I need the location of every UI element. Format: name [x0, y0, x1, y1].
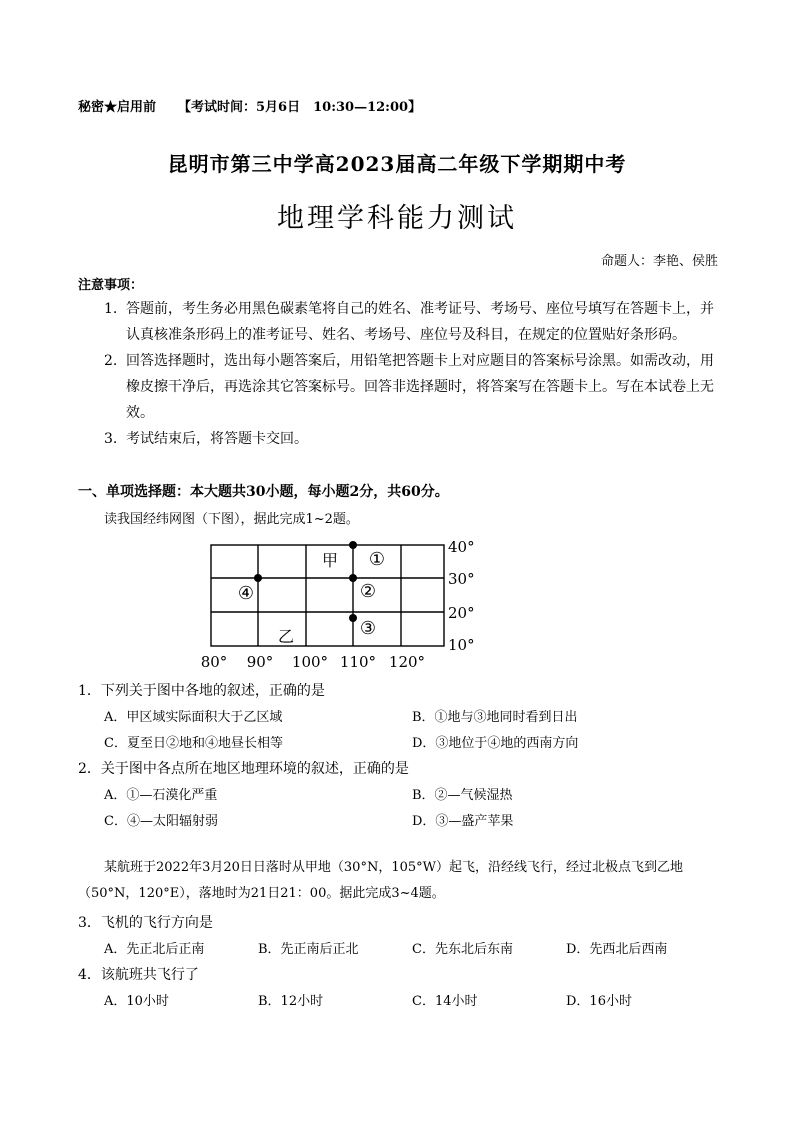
q1-option-c[interactable]: C．夏至日②地和④地昼长相等 — [104, 736, 283, 751]
point-dot — [349, 574, 357, 582]
flight-passage: 某航班于2022年3月20日日落时从甲地（30°N，105°W）起飞，沿经线飞行，经过北极点飞到乙地（50°N，120°E），落地时为21日21：00。据此完成3~4题。 — [78, 860, 683, 901]
question-1-stem: 1．下列关于图中各地的叙述，正确的是 — [78, 683, 325, 699]
lat-label: 20° — [448, 604, 475, 622]
q2-option-d[interactable]: D．③—盛产苹果 — [412, 814, 514, 829]
q2-option-b[interactable]: B．②—气候湿热 — [412, 788, 513, 803]
q4-option-a[interactable]: A．10小时 — [104, 994, 169, 1009]
secret-label: 秘密★启用前 — [78, 100, 157, 115]
q1-option-b[interactable]: B．①地与③地同时看到日出 — [412, 710, 578, 725]
q2-option-a[interactable]: A．①—石漠化严重 — [104, 788, 218, 803]
lat-label: 30° — [448, 570, 475, 588]
marker-1: ① — [368, 549, 386, 570]
point-dot — [254, 574, 262, 582]
lat-label: 10° — [448, 636, 475, 654]
lon-label: 110° — [339, 653, 377, 671]
marker-jia: 甲 — [321, 551, 339, 570]
question-2-stem: 2．关于图中各点所在地区地理环境的叙述，正确的是 — [78, 761, 409, 777]
q3-option-a[interactable]: A．先正北后正南 — [104, 942, 205, 957]
lon-label: 120° — [388, 653, 426, 671]
q3-option-d[interactable]: D．先西北后西南 — [566, 942, 668, 957]
question-3-stem: 3．飞机的飞行方向是 — [78, 915, 213, 931]
marker-3: ③ — [359, 618, 377, 639]
notice-item: 2. 回答选择题时，选出每小题答案后，用铅笔把答题卡上对应题目的答案标号涂黑。如需改动，用橡皮擦干净后，再选涂其它答案标号。回答非选择题时，将答案写在答题卡上。写在本试卷上无效。 — [104, 353, 714, 421]
q4-option-c[interactable]: C．14小时 — [412, 994, 478, 1009]
q1-option-d[interactable]: D．③地位于④地的西南方向 — [412, 736, 579, 751]
school-title: 昆明市第三中学高2023届高二年级下学期期中考 — [167, 152, 627, 176]
q2-option-c[interactable]: C．④—太阳辐射弱 — [104, 814, 218, 829]
exam-time: 【考试时间：5月6日 10:30—12:00】 — [178, 100, 422, 115]
marker-yi: 乙 — [277, 627, 295, 646]
notice-item: 1. 答题前，考生务必用黑色碳素笔将自己的姓名、准考证号、考场号、座位号填写在答题卡上，并认真核准条形码上的准考证号、姓名、考场号、座位号及科目，在规定的位置贴好条形码。 — [104, 301, 714, 343]
lon-label: 80° — [200, 653, 228, 671]
q3-option-b[interactable]: B．先正南后正北 — [258, 942, 359, 957]
author-line: 命题人：李艳、侯胜 — [600, 254, 718, 269]
subject-title: 地理学科能力测试 — [277, 203, 517, 234]
lat-label: 40° — [448, 538, 475, 556]
q4-option-d[interactable]: D．16小时 — [566, 994, 632, 1009]
notice-item: 3. 考试结束后，将答题卡交回。 — [104, 431, 308, 447]
marker-4: ④ — [237, 583, 255, 604]
question-4-stem: 4．该航班共飞行了 — [78, 967, 199, 983]
point-dot — [349, 541, 357, 549]
lat-long-grid-figure — [200, 536, 490, 672]
q3-option-c[interactable]: C．先东北后东南 — [412, 942, 513, 957]
lon-label: 90° — [246, 653, 274, 671]
lon-label: 100° — [291, 653, 329, 671]
question-intro: 读我国经纬网图（下图），据此完成1~2题。 — [104, 512, 359, 527]
exam-header — [78, 96, 421, 115]
q4-option-b[interactable]: B．12小时 — [258, 994, 324, 1009]
notice-list — [104, 296, 720, 452]
notice-heading: 注意事项： — [78, 278, 144, 293]
point-dot — [349, 614, 357, 622]
marker-2: ② — [359, 581, 377, 602]
q1-option-a[interactable]: A．甲区域实际面积大于乙区域 — [104, 710, 283, 725]
section-heading: 一、单项选择题：本大题共30小题，每小题2分，共60分。 — [78, 484, 449, 500]
